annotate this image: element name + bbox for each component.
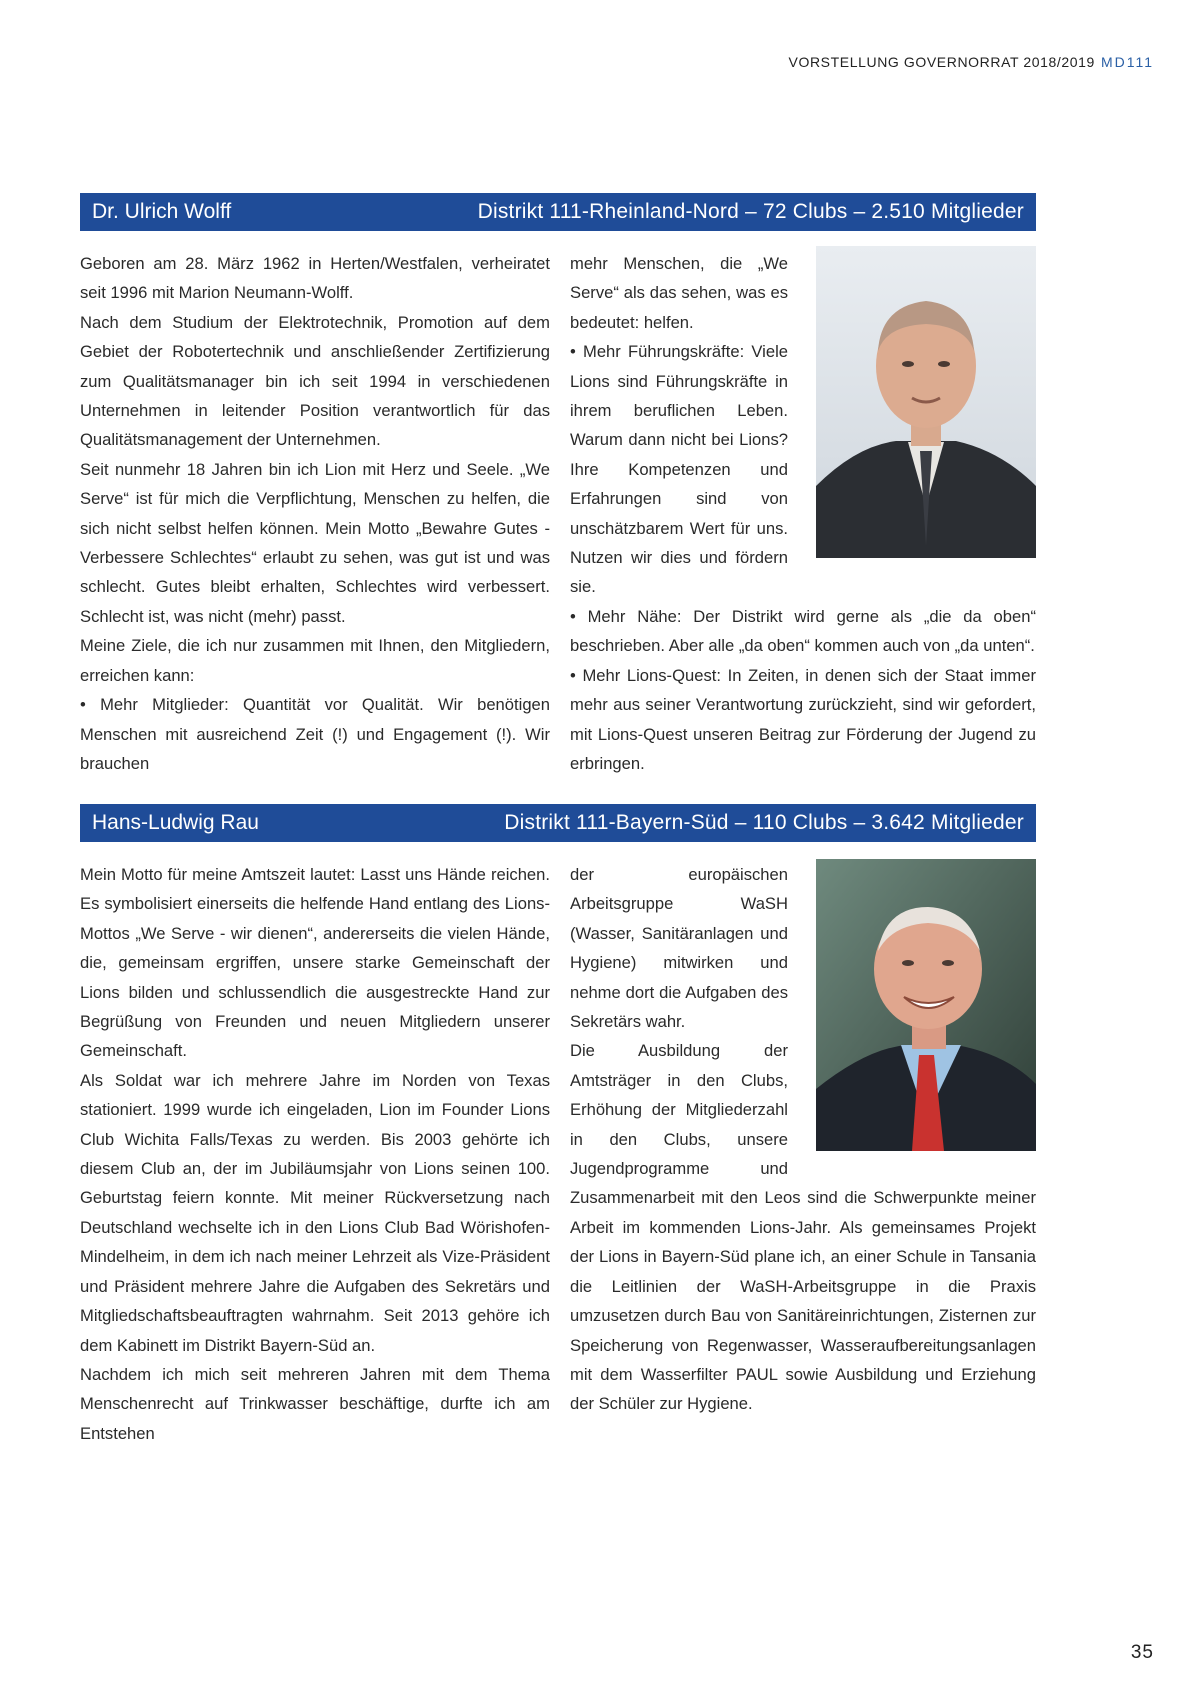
paragraph: Meine Ziele, die ich nur zusammen mit Ihnen, den Mitgliedern, erreichen kann: bbox=[80, 636, 550, 685]
portrait-photo bbox=[816, 859, 1036, 1151]
md-label: MD111 bbox=[1100, 54, 1154, 70]
paragraph: Als Soldat war ich mehrere Jahre im Norden von Texas stationiert. 1999 wurde ich eingeladen, Lion im Founder Lions Club Wichita Falls/Texas zu werden. Bis 2003 gehörte ich diesem Club an, der im Jubiläumsjahr von Lions seinen 100. Geburtstag feiern konnte. Mit meiner Rückversetzung nach Deutschland wechselte ich in den Lions Club Bad Wörishofen-Mindelheim, in dem ich nach meiner Lehrzeit als Vize-Präsident und Präsident mehrere Jahre die Aufgaben des Sekretärs und Mitgliedschaftsbeauftragten wahrnahm. Seit 2013 gehöre ich dem Kabinett im Distrikt Bayern-Süd an. bbox=[80, 1070, 550, 1355]
paragraph: Seit nunmehr 18 Jahren bin ich Lion mit Herz und Seele. „We Serve“ ist für mich die Verpflichtung, Menschen zu helfen, die sich nicht selbst helfen können. Mein Motto „Bewahre Gutes - Verbessere Schlechtes“ erlaubt zu sehen, was gut ist und was schlecht. Gutes bleibt erhalten, Schlechtes wird verbessert. Schlecht ist, was nicht (mehr) passt. bbox=[80, 459, 550, 626]
portrait-photo bbox=[816, 246, 1036, 558]
page-number: 35 bbox=[1130, 1642, 1154, 1663]
section-header-bar bbox=[80, 193, 1036, 231]
paragraph: Nachdem ich mich seit mehreren Jahren mit dem Thema Menschenrecht auf Trinkwasser beschäftige, durfte ich am Entstehen bbox=[80, 1364, 550, 1443]
paragraph: der europäischen Arbeitsgruppe WaSH (Wasser, Sanitäranlagen und Hygiene) mitwirken und nehme dort die Aufgaben des Sekretärs wahr. bbox=[570, 865, 788, 1032]
profile-section-rau bbox=[80, 804, 1036, 1443]
district-info: Distrikt 111-Bayern-Süd – 110 Clubs – 3.642 Mitglieder bbox=[504, 811, 1024, 834]
profile-name: Hans-Ludwig Rau bbox=[92, 811, 259, 834]
paragraph: Geboren am 28. März 1962 in Herten/Westfalen, verheiratet seit 1996 mit Marion Neumann-Wolff. bbox=[80, 254, 550, 303]
paragraph: • Mehr Führungskräfte: Viele Lions sind Führungskräfte in ihrem beruflichen Leben. Warum dann nicht bei Lions? Ihre Kompetenzen und Erfahrungen sind von unschätzbarem Wert für uns. Nutzen wir dies und fördern sie. bbox=[570, 342, 788, 597]
left-column-text bbox=[80, 249, 550, 778]
left-column-text bbox=[80, 860, 550, 1448]
paragraph: mehr Menschen, die „We Serve“ als das sehen, was es bedeutet: helfen. bbox=[570, 254, 788, 332]
running-head bbox=[789, 54, 1154, 70]
profile-name: Dr. Ulrich Wolff bbox=[92, 200, 232, 223]
paragraph: Mein Motto für meine Amtszeit lautet: Lasst uns Hände reichen. Es symbolisiert einerseits die helfende Hand entlang des Lions-Mottos „We Serve - wir dienen“, andererseits die vielen Hände, die, gemeinsam ergriffen, unsere starke Gemeinschaft der Lions bilden und schlussendlich die ausgestreckte Hand zur Begrüßung von Freunden und neuen Mitgliedern unserer Gemeinschaft. bbox=[80, 865, 550, 1061]
paragraph: Nach dem Studium der Elektrotechnik, Promotion auf dem Gebiet der Robotertechnik und anschließender Zertifizierung zum Qualitätsmanager bin ich seit 1994 in verschiedenen Unternehmen in leitender Position verantwortlich für das Qualitätsmanagement der Unternehmen. bbox=[80, 312, 550, 450]
section-header-bar bbox=[80, 804, 1036, 842]
district-info: Distrikt 111-Rheinland-Nord – 72 Clubs – 2.510 Mitglieder bbox=[477, 200, 1024, 223]
paragraph: • Mehr Lions-Quest: In Zeiten, in denen sich der Staat immer mehr aus seiner Verantwortung zurückzieht, sind wir gefordert, mit Lions-Quest unseren Beitrag zur Förderung der Jugend zu erbringen. bbox=[570, 665, 1036, 773]
profile-section-wolff bbox=[80, 193, 1036, 773]
paragraph: • Mehr Nähe: Der Distrikt wird gerne als „die da oben“ beschrieben. Aber alle „da oben“ kommen auch von „da unten“. bbox=[570, 606, 1036, 656]
paragraph: Die Ausbildung der Amtsträger in den Clubs, Erhöhung der Mitgliederzahl in den Clubs, unsere Jugendprogramme und Zusammenarbeit mit den Leos sind die Schwerpunkte meiner Arbeit im kommenden Lions-Jahr. Als gemeinsames Projekt der Lions in Bayern-Süd plane ich, an einer Schule in Tansania die Leitlinien der WaSH-Arbeitsgruppe in die Praxis umzusetzen durch Bau von Sanitäreinrichtungen, Zisternen zur Speicherung von Regenwasser, Wasseraufbereitungsanlagen mit dem Wasserfilter PAUL sowie Ausbildung und Erziehung der Schüler zur Hygiene. bbox=[570, 1041, 1036, 1414]
running-title: VORSTELLUNG GOVERNORRAT 2018/2019 bbox=[788, 54, 1095, 70]
paragraph: • Mehr Mitglieder: Quantität vor Qualität. Wir benötigen Menschen mit ausreichend Zeit (!) und Engagement (!). Wir brauchen bbox=[80, 695, 550, 773]
